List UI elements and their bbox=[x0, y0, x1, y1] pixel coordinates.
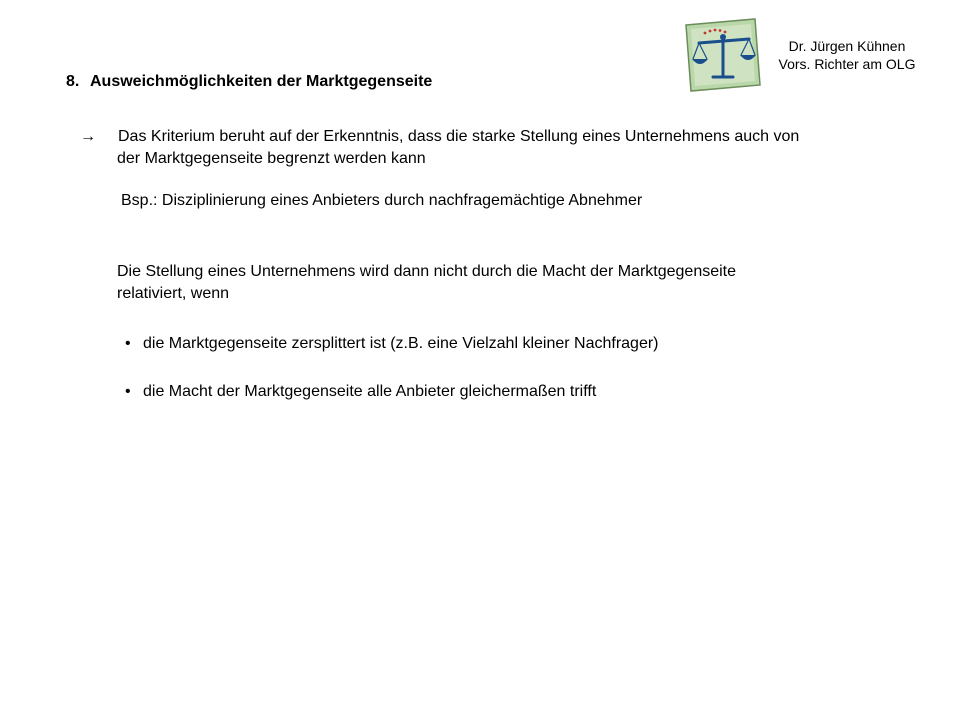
bullet-icon: • bbox=[125, 383, 131, 400]
author-info bbox=[762, 37, 932, 73]
bullet-icon: • bbox=[125, 335, 131, 352]
condition-intro-line-1: Die Stellung eines Unternehmens wird dann nicht durch die Macht der Marktgegenseite bbox=[117, 263, 737, 280]
criterion-line-2: der Marktgegenseite begrenzt werden kann bbox=[117, 150, 426, 167]
author-role: Vors. Richter am OLG bbox=[778, 56, 916, 72]
condition-intro bbox=[117, 261, 877, 305]
section-heading bbox=[66, 73, 432, 91]
criterion-paragraph bbox=[80, 126, 920, 170]
condition-intro-line-2: relativiert, wenn bbox=[117, 285, 230, 302]
scales-of-justice-icon bbox=[683, 17, 763, 93]
list-item bbox=[125, 383, 596, 401]
section-title: Ausweichmöglichkeiten der Marktgegenseite bbox=[90, 73, 433, 90]
section-number: 8. bbox=[66, 73, 80, 90]
list-item-text: die Macht der Marktgegenseite alle Anbieter gleichermaßen trifft bbox=[143, 383, 597, 400]
example-text: Bsp.: Disziplinierung eines Anbieters durch nachfragemächtige Abnehmer bbox=[121, 192, 643, 209]
criterion-line-1: Das Kriterium beruht auf der Erkenntnis, dass die starke Stellung eines Unternehmens auch von bbox=[118, 128, 800, 145]
list-item-text: die Marktgegenseite zersplittert ist (z.B. eine Vielzahl kleiner Nachfrager) bbox=[143, 335, 659, 352]
list-item bbox=[125, 335, 659, 353]
author-name: Dr. Jürgen Kühnen bbox=[788, 38, 906, 54]
arrow-right-icon: → bbox=[80, 128, 96, 145]
